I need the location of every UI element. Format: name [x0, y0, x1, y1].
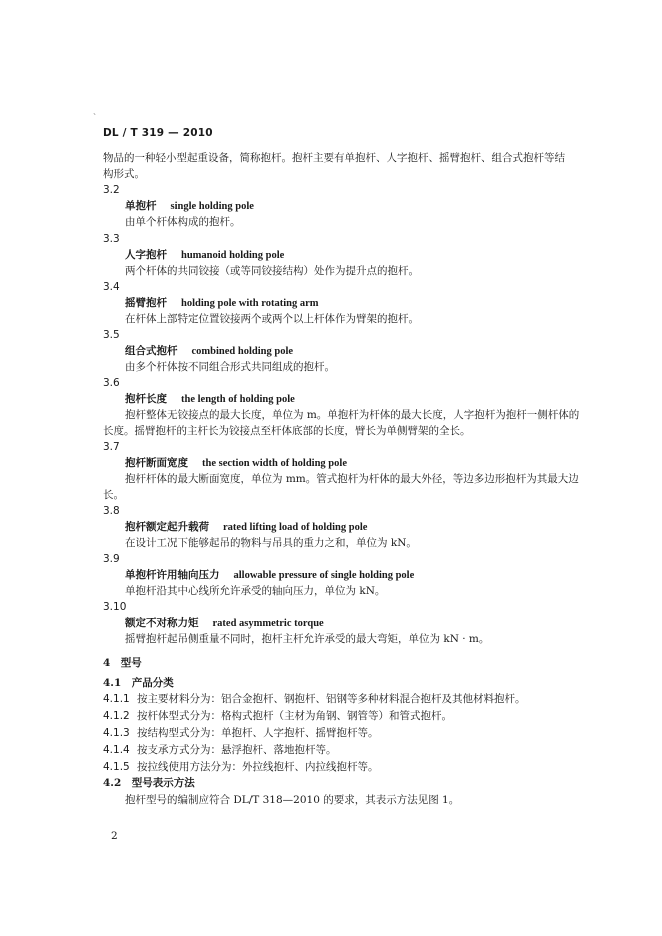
term-definition: 在设计工况下能够起吊的物料与吊具的重力之和，单位为 kN。 — [125, 537, 417, 549]
clause-number: 3.7 — [103, 441, 120, 453]
term-title — [125, 248, 284, 263]
term-zh: 抱杆长度 — [125, 393, 167, 405]
section-4-2-text: 抱杆型号的编制应符合 DL/T 318—2010 的要求，其表示方法见图 1。 — [125, 794, 460, 806]
term-en: allowable pressure of single holding pole — [233, 570, 415, 581]
sub-clause-number: 4.1.1 — [103, 693, 130, 705]
sub-clause-text: 按拉线使用方法分为：外拉线抱杆、内拉线抱杆等。 — [137, 761, 379, 773]
term-zh: 抱杆断面宽度 — [125, 457, 188, 469]
sub-clause — [103, 760, 379, 774]
section-4-2-heading: 4.2 型号表示方法 — [103, 777, 195, 789]
clause-number: 3.5 — [103, 329, 120, 341]
sub-clause — [103, 726, 379, 740]
term-zh: 组合式抱杆 — [125, 345, 178, 357]
term-definition: 抱杆杆体的最大断面宽度，单位为 mm。管式抱杆为杆体的最大外径，等边多边形抱杆为其最大边 — [125, 473, 579, 485]
term-zh: 额定不对称力矩 — [125, 617, 199, 629]
term-zh: 单抱杆 — [125, 200, 157, 212]
sub-clause — [103, 709, 452, 723]
term-definition-continued: 长度。摇臂抱杆的主杆长为铰接点至杆体底部的长度，臂长为单侧臂架的全长。 — [103, 425, 471, 437]
clause-number: 3.6 — [103, 377, 120, 389]
term-definition: 单抱杆沿其中心线所允许承受的轴向压力，单位为 kN。 — [125, 585, 386, 597]
term-en: single holding pole — [170, 201, 254, 212]
page-number: 2 — [111, 830, 118, 842]
sub-clause-text: 按杆体型式分为：格构式抱杆（主材为角钢、钢管等）和管式抱杆。 — [137, 710, 452, 722]
sub-clause-text: 按主要材料分为：铝合金抱杆、钢抱杆、铝钢等多种材料混合抱杆及其他材料抱杆。 — [137, 693, 526, 705]
sub-clause-number: 4.1.4 — [103, 744, 130, 756]
sub-clause-number: 4.1.2 — [103, 710, 130, 722]
term-title — [125, 520, 367, 535]
clause-number: 3.9 — [103, 553, 120, 565]
term-zh: 人字抱杆 — [125, 249, 167, 261]
term-en: the length of holding pole — [181, 394, 295, 405]
term-title — [125, 456, 347, 471]
sub-clause-number: 4.1.5 — [103, 761, 130, 773]
term-zh: 抱杆额定起升载荷 — [125, 521, 209, 533]
term-definition: 在杆体上部特定位置铰接两个或两个以上杆体作为臂架的抱杆。 — [125, 313, 419, 325]
term-title — [125, 296, 318, 311]
term-definition: 摇臂抱杆起吊侧重量不同时，抱杆主杆允许承受的最大弯矩，单位为 kN · m。 — [125, 633, 490, 645]
term-title — [125, 392, 295, 407]
standard-header: DL / T 319 — 2010 — [103, 127, 213, 139]
clause-number: 3.3 — [103, 233, 120, 245]
clause-number: 3.2 — [103, 184, 120, 196]
term-en: holding pole with rotating arm — [181, 298, 319, 309]
clause-number: 3.8 — [103, 505, 120, 517]
sub-clause — [103, 692, 526, 706]
section-4-heading: 4 型号 — [103, 657, 142, 669]
clause-number: 3.10 — [103, 601, 127, 613]
term-title — [125, 199, 254, 214]
term-definition: 两个杆体的共同铰接（或等同铰接结构）处作为提升点的抱杆。 — [125, 265, 419, 277]
sub-clause-number: 4.1.3 — [103, 727, 130, 739]
term-definition-continued: 长。 — [103, 489, 124, 501]
intro-line-2: 构形式。 — [103, 168, 145, 180]
term-zh: 摇臂抱杆 — [125, 297, 167, 309]
term-definition: 由单个杆体构成的抱杆。 — [125, 216, 241, 228]
term-en: the section width of holding pole — [202, 458, 347, 469]
clause-number: 3.4 — [103, 281, 120, 293]
section-4-1-heading: 4.1 产品分类 — [103, 677, 174, 689]
term-title — [125, 344, 293, 359]
term-definition: 由多个杆体按不同组合形式共同组成的抱杆。 — [125, 361, 335, 373]
term-en: combined holding pole — [191, 346, 294, 357]
corner-mark: 、 — [93, 107, 101, 116]
term-en: humanoid holding pole — [181, 250, 285, 261]
sub-clause — [103, 743, 337, 757]
term-zh: 单抱杆许用轴向压力 — [125, 569, 220, 581]
term-en: rated lifting load of holding pole — [223, 522, 368, 533]
term-title — [125, 616, 324, 631]
term-en: rated asymmetric torque — [212, 618, 324, 629]
sub-clause-text: 按结构型式分为：单抱杆、人字抱杆、摇臂抱杆等。 — [137, 727, 379, 739]
intro-line-1: 物品的一种轻小型起重设备，简称抱杆。抱杆主要有单抱杆、人字抱杆、摇臂抱杆、组合式抱杆等结 — [103, 152, 565, 164]
sub-clause-text: 按支承方式分为：悬浮抱杆、落地抱杆等。 — [137, 744, 337, 756]
term-title — [125, 568, 414, 583]
term-definition: 抱杆整体无铰接点的最大长度，单位为 m。单抱杆为杆体的最大长度，人字抱杆为抱杆一侧杆体的 — [125, 409, 580, 421]
